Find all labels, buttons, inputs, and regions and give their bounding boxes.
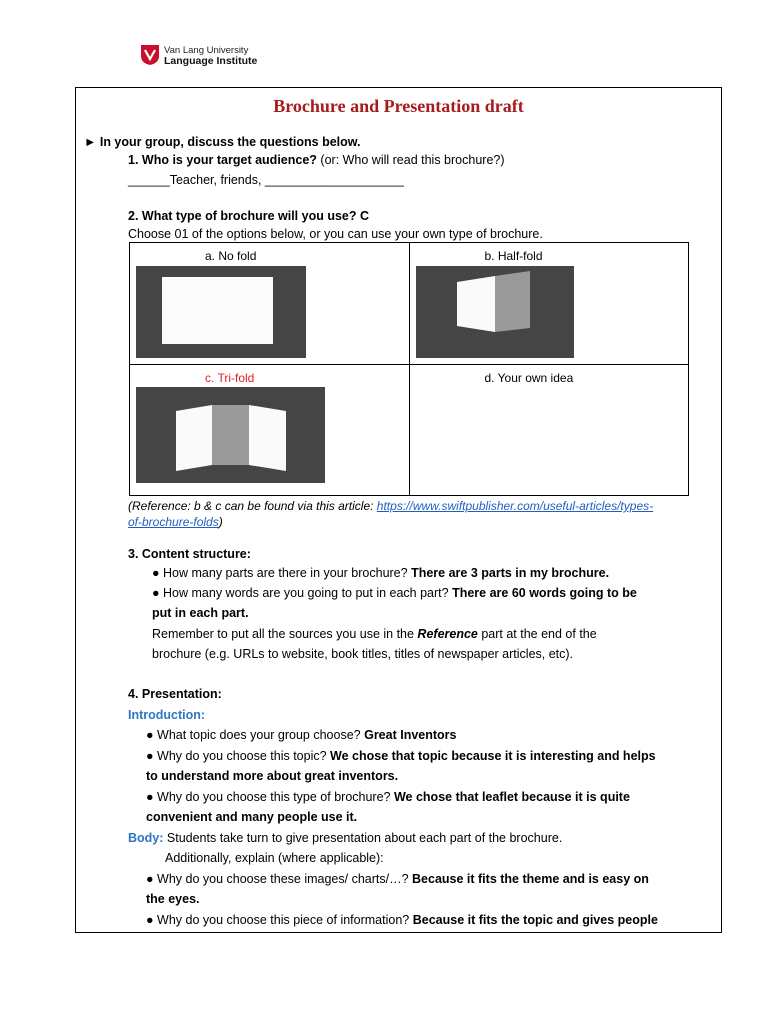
intro-bullet-3: [146, 789, 630, 805]
q3-heading: 3. Content structure:: [128, 547, 251, 561]
i3-answer: We chose that leaflet because it is quite: [393, 790, 630, 804]
remember-text-2: part at the end of the: [477, 627, 597, 641]
body-label: Body:: [128, 831, 164, 845]
q1-line: [128, 152, 505, 168]
option-d-label: d. Your own idea: [484, 371, 574, 385]
brochure-options-table: [129, 242, 689, 496]
worksheet-frame: [75, 87, 722, 933]
q3-b2-answer-cont: put in each part.: [152, 606, 249, 620]
option-tri-fold[interactable]: [130, 365, 410, 496]
i1-question: ● What topic does your group choose?: [146, 728, 365, 742]
b2-question: ● Why do you choose this piece of information?: [146, 913, 413, 927]
reference-link[interactable]: https://www.swiftpublisher.com/useful-articles/types-: [376, 499, 654, 513]
i1-answer: Great Inventors: [364, 728, 457, 742]
option-half-fold[interactable]: [409, 243, 689, 365]
option-no-fold[interactable]: [130, 243, 410, 365]
tri-fold-image: [136, 387, 325, 483]
remember-text: Remember to put all the sources you use in the: [152, 627, 418, 641]
q3-b1-question: ● How many parts are there in your brochure?: [152, 566, 412, 580]
half-fold-image: [416, 266, 574, 358]
b1-answer-cont: the eyes.: [146, 892, 200, 906]
body-text-2: Additionally, explain (where applicable):: [165, 851, 384, 865]
reference-prefix: (Reference: b & c can be found via this article:: [128, 499, 377, 513]
body-line: [128, 830, 562, 846]
logo-university-name: Van Lang University: [164, 45, 249, 56]
reference-emphasis: Reference: [417, 627, 478, 641]
b1-answer: Because it fits the theme and is easy on: [412, 872, 649, 886]
q3-remember-1: [152, 626, 597, 642]
q3-bullet-1: [152, 565, 609, 581]
q2-instruction: Choose 01 of the options below, or you can use your own type of brochure.: [128, 227, 543, 241]
body-bullet-2: [146, 912, 658, 928]
reference-line-2: [128, 514, 223, 530]
group-instruction: ► In your group, discuss the questions below.: [84, 135, 361, 149]
q3-remember-2: brochure (e.g. URLs to website, book titles, titles of newspaper articles, etc).: [152, 647, 574, 661]
q3-b2-question: ● How many words are you going to put in each part?: [152, 586, 453, 600]
body-bullet-1: [146, 871, 649, 887]
option-own-idea[interactable]: [409, 365, 689, 496]
reference-link-cont[interactable]: of-brochure-folds: [128, 515, 219, 529]
i2-answer-cont: to understand more about great inventors.: [146, 769, 399, 783]
option-c-label: c. Tri-fold: [205, 371, 255, 385]
reference-suffix: ): [218, 515, 223, 529]
q3-b1-answer: There are 3 parts in my brochure.: [411, 566, 610, 580]
body-text: Students take turn to give presentation about each part of the brochure.: [163, 831, 563, 845]
i3-answer-cont: convenient and many people use it.: [146, 810, 358, 824]
option-b-label: b. Half-fold: [484, 249, 543, 263]
logo-institute-name: Language Institute: [164, 55, 258, 67]
b1-question: ● Why do you choose these images/ charts/…?: [146, 872, 413, 886]
q3-b2-answer: There are 60 words going to be: [452, 586, 637, 600]
reference-line-1: [128, 498, 653, 514]
q2-question: 2. What type of brochure will you use? C: [128, 209, 369, 223]
page-title: Brochure and Presentation draft: [273, 96, 524, 116]
option-a-label: a. No fold: [205, 249, 257, 263]
introduction-label: Introduction:: [128, 708, 206, 722]
b2-answer: Because it fits the topic and gives people: [412, 913, 658, 927]
i3-question: ● Why do you choose this type of brochure?: [146, 790, 394, 804]
no-fold-image: [136, 266, 306, 358]
vlu-shield-icon: [140, 44, 160, 66]
i2-question: ● Why do you choose this topic?: [146, 749, 331, 763]
q3-bullet-2: [152, 585, 637, 601]
intro-bullet-2: [146, 748, 656, 764]
intro-bullet-1: [146, 727, 456, 743]
q1-hint: (or: Who will read this brochure?): [316, 153, 505, 167]
q1-answer: ______Teacher, friends, ____________________: [128, 173, 404, 187]
q4-heading: 4. Presentation:: [128, 687, 222, 701]
i2-answer: We chose that topic because it is interesting and helps: [330, 749, 656, 763]
q1-question: 1. Who is your target audience?: [128, 153, 317, 167]
